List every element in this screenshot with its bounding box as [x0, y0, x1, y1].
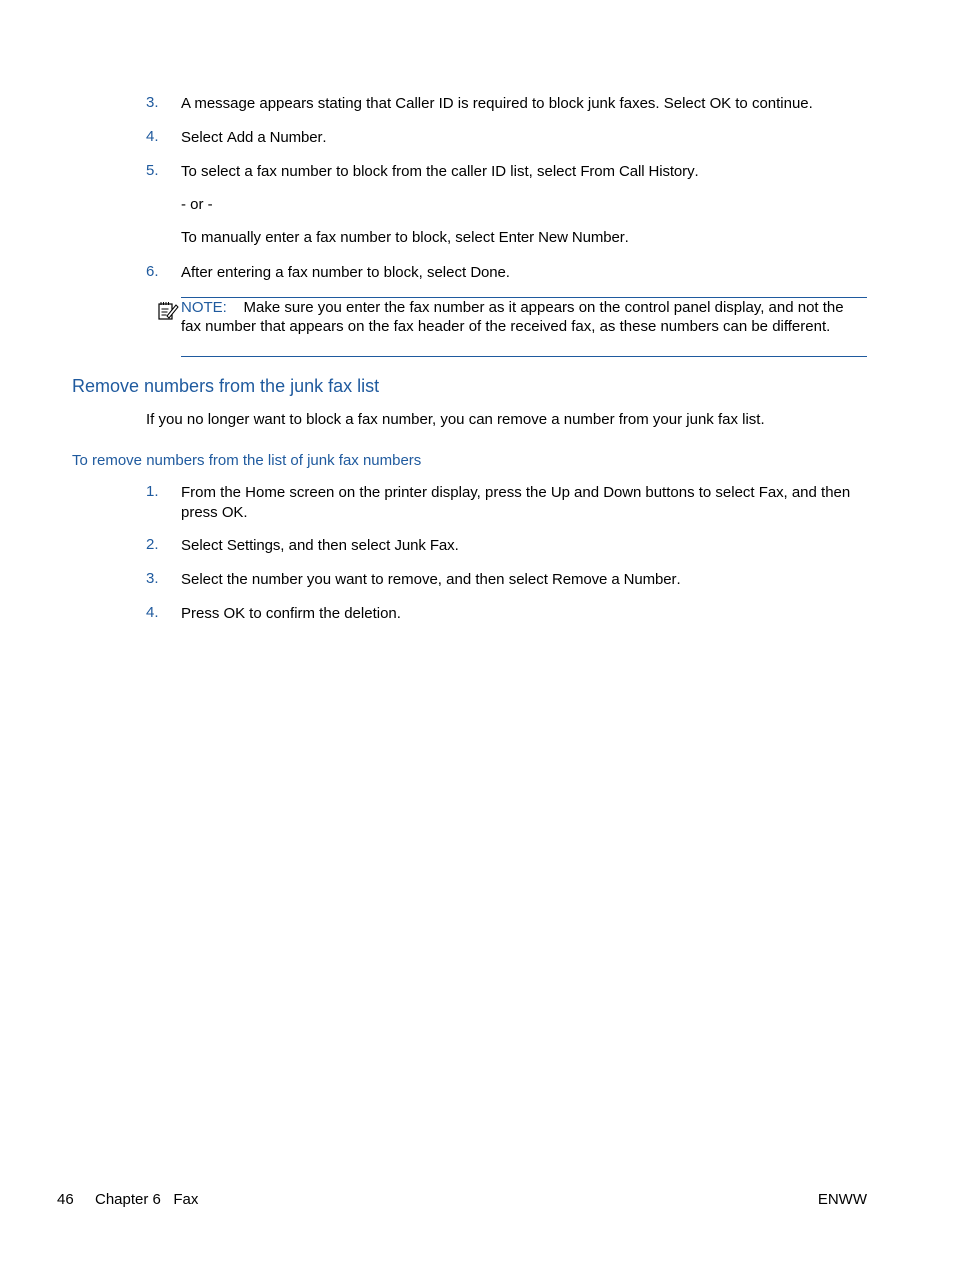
- ui-term: Down: [603, 484, 642, 501]
- step-text: Select the number you want to remove, and then select Remove a Number.: [181, 571, 681, 588]
- or-separator: - or -: [181, 196, 213, 213]
- step-text: To select a fax number to block from the caller ID list, select From Call History.: [181, 163, 699, 180]
- ui-term: OK: [223, 605, 245, 622]
- section-title: Remove numbers from the junk fax list: [72, 376, 380, 396]
- ui-term: Settings: [226, 537, 281, 554]
- step-number: 2.: [146, 536, 159, 553]
- ui-term: OK: [221, 504, 244, 521]
- step-text: Select Settings, and then select Junk Fax.: [181, 537, 459, 554]
- footer-chapter: Chapter 6 Fax: [95, 1191, 199, 1208]
- note-icon: [157, 299, 179, 321]
- ui-term: Done: [470, 264, 506, 281]
- ui-term: Up: [550, 484, 570, 501]
- ui-term: Fax: [758, 484, 784, 501]
- step-text: A message appears stating that Caller ID is required to block junk faxes. Select OK to continue.: [181, 95, 813, 112]
- ui-term: Junk Fax: [394, 537, 455, 554]
- step-text: Press OK to confirm the deletion.: [181, 605, 401, 622]
- note-text: Make sure you enter the fax number as it appears on the control panel display, and not the fax number that appears on the fax header of the received fax, as these numbers can be different.: [181, 299, 844, 335]
- section-intro: If you no longer want to block a fax number, you can remove a number from your junk fax list.: [146, 411, 765, 428]
- step-text: After entering a fax number to block, select Done.: [181, 264, 510, 281]
- note-label: NOTE:: [181, 299, 227, 316]
- step-number: 3.: [146, 570, 159, 587]
- manual-entry-text: To manually enter a fax number to block, select Enter New Number.: [181, 229, 629, 246]
- ui-term: Enter New Number: [498, 229, 625, 246]
- ui-term: Add a Number: [226, 129, 323, 146]
- footer-page-number: 46: [57, 1191, 74, 1208]
- ui-term: OK: [709, 95, 732, 112]
- step-number: 6.: [146, 263, 159, 280]
- footer-code: ENWW: [817, 1191, 867, 1208]
- step-number: 1.: [146, 483, 159, 500]
- ui-term: Remove a Number: [552, 571, 677, 588]
- step-text: Select Add a Number.: [181, 129, 327, 146]
- step-number: 4.: [146, 604, 159, 621]
- note-body: [181, 298, 867, 336]
- procedure-title: To remove numbers from the list of junk fax numbers: [72, 452, 422, 469]
- step-number: 5.: [146, 162, 159, 179]
- step-text: From the Home screen on the printer display, press the Up and Down buttons to select Fax, and then press OK.: [181, 484, 851, 521]
- step-number: 4.: [146, 128, 159, 145]
- step-number: 3.: [146, 94, 159, 111]
- ui-term: From Call History: [580, 163, 695, 180]
- note-box: [181, 297, 867, 357]
